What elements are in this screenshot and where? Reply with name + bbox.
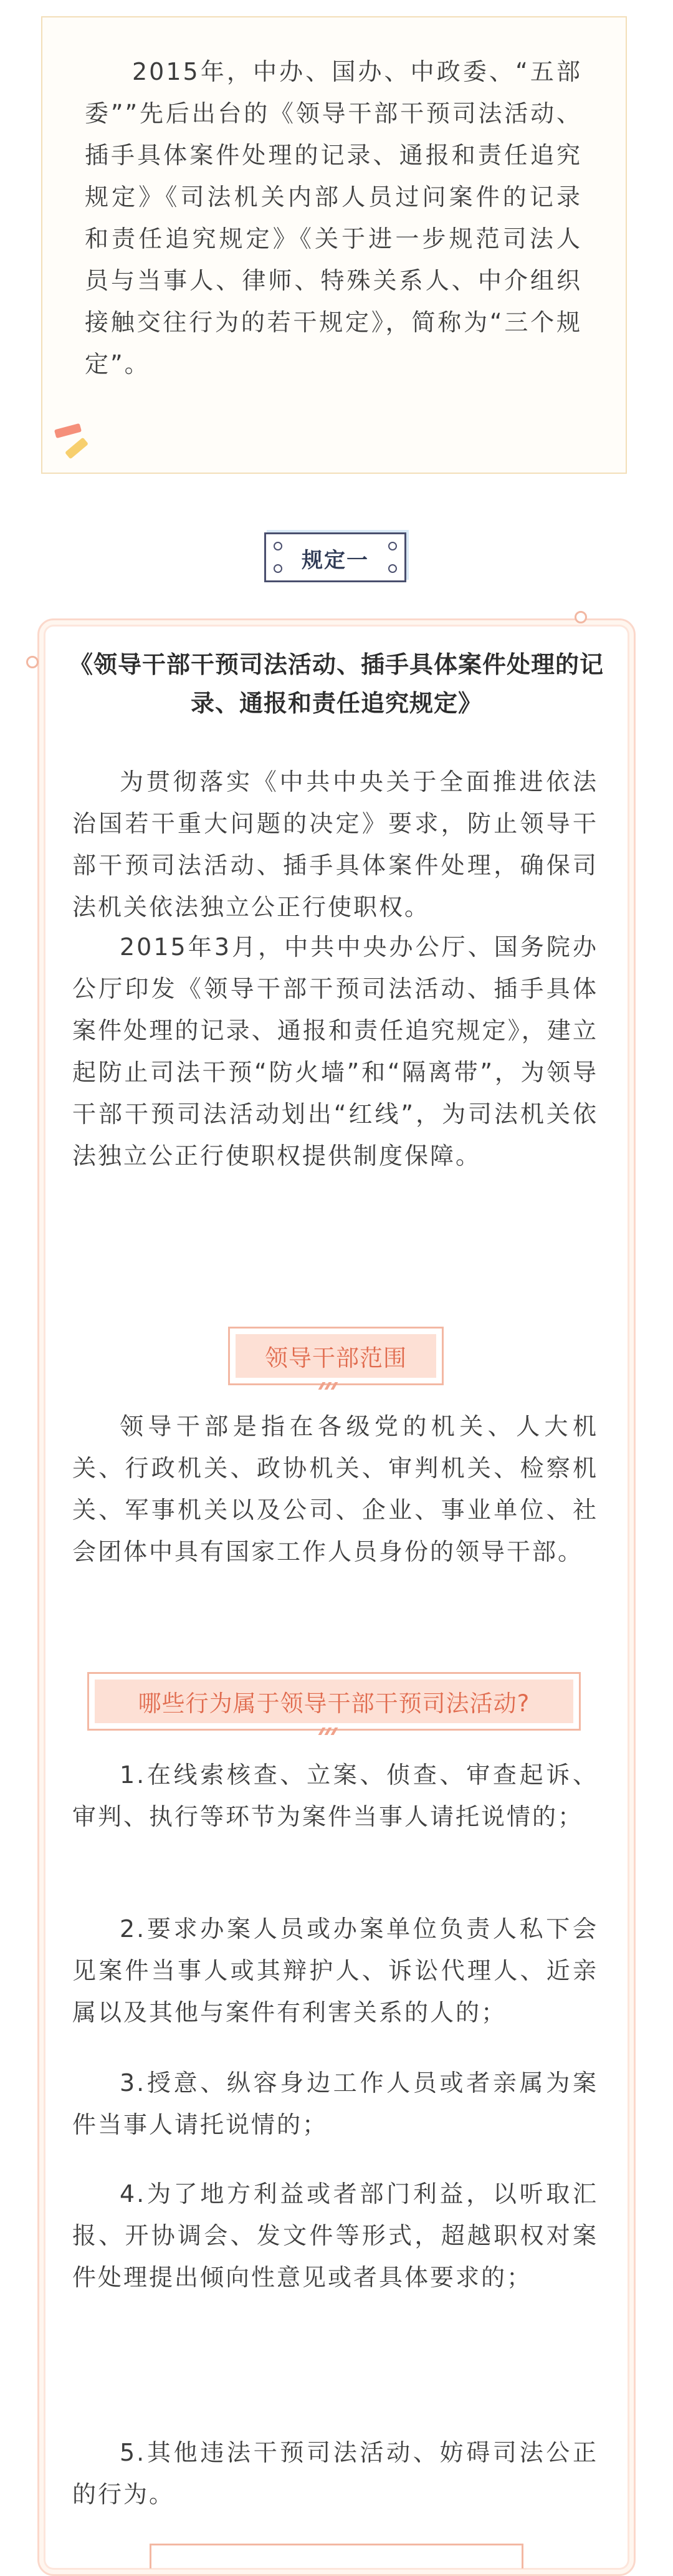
scope-paragraph: 领导干部是指在各级党的机关、人大机关、行政机关、政协机关、审判机关、检察机关、军事机关以及公司、企业、事业单位、社会团体中具有国家工作人员身份的领导干部。 xyxy=(72,1413,598,1565)
behaviors-label xyxy=(87,1672,581,1731)
hatch-decor-icon xyxy=(320,1726,339,1731)
rule-paragraph: 为贯彻落实《中共中央关于全面推进依法治国若干重大问题的决定》要求，防止领导干部干预司法活动、插手具体案件处理，确保司法机关依法独立公正行使职权。 xyxy=(72,768,598,921)
hatch-decor-icon xyxy=(320,1380,339,1386)
behaviors-label-text: 哪些行为属于领导干部干预司法活动? xyxy=(95,1680,573,1723)
scope-label xyxy=(228,1327,444,1385)
rule-paragraph: 2015年3月，中共中央办公厅、国务院办公厅印发《领导干部干预司法活动、插手具体案件处理的记录、通报和责任追究规定》，建立起防止司法干预“防火墙”和“隔离带”，为领导干部干预司法活动划出“红线”，为司法机关依法独立公正行使职权提供制度保障。 xyxy=(72,933,598,1170)
behavior-item: 5.其他违法干预司法活动、妨碍司法公正的行为。 xyxy=(72,2439,598,2508)
ring-ornament-icon xyxy=(26,656,39,668)
behavior-item: 3.授意、纵容身边工作人员或者亲属为案件当事人请托说情的； xyxy=(72,2069,598,2138)
ring-ornament-icon xyxy=(575,611,587,623)
behavior-item: 4.为了地方利益或者部门利益，以听取汇报、开协调会、发文件等形式，超越职权对案件处理提出倾向性意见或者具体要求的； xyxy=(72,2180,598,2291)
badge-label: 规定一 xyxy=(302,548,369,573)
rule-title: 《领导干部干预司法活动、插手具体案件处理的记录、通报和责任追究规定》 xyxy=(69,651,604,717)
intro-box xyxy=(41,16,627,474)
behavior-item: 2.要求办案人员或办案单位负责人私下会见案件当事人或其辩护人、诉讼代理人、近亲属以及其他与案件有利害关系的人的； xyxy=(72,1915,598,2026)
intro-text: 2015年，中办、国办、中政委、“五部委””先后出台的《领导干部干预司法活动、插手具体案件处理的记录、通报和责任追究规定》《司法机关内部人员过问案件的记录和责任追究规定》《关于进一步规范司法人员与当事人、律师、特殊关系人、中介组织接触交往行为的若干规定》，简称为“三个规定”。 xyxy=(85,58,582,378)
behavior-item: 1.在线索核查、立案、侦查、审查起诉、审判、执行等环节为案件当事人请托说情的； xyxy=(72,1761,598,1830)
section-badge xyxy=(264,532,406,582)
scope-label-text: 领导干部范围 xyxy=(236,1334,436,1378)
next-section-box xyxy=(150,2544,523,2569)
